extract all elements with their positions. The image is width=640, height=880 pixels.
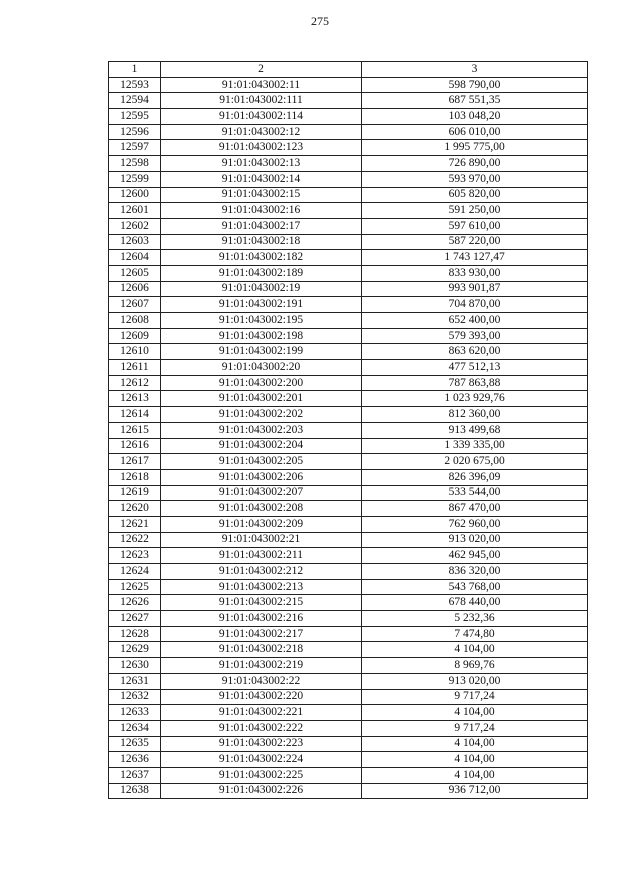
table-row [109,124,588,140]
table-row [109,187,588,203]
row-number-cell: 12623 [109,548,161,564]
cadastral-value-cell: 678 440,00 [362,595,588,611]
row-number-cell: 12618 [109,469,161,485]
table-row [109,689,588,705]
cadastral-number-cell: 91:01:043002:17 [161,218,362,234]
row-number-cell: 12629 [109,642,161,658]
row-number-cell: 12605 [109,265,161,281]
cadastral-value-cell: 5 232,36 [362,611,588,627]
table-body [109,77,588,799]
cadastral-value-cell: 579 393,00 [362,328,588,344]
table-row [109,171,588,187]
cadastral-value-cell: 936 712,00 [362,783,588,799]
row-number-cell: 12636 [109,752,161,768]
cadastral-value-cell: 591 250,00 [362,203,588,219]
cadastral-value-cell: 4 104,00 [362,767,588,783]
table-row [109,548,588,564]
cadastral-value-cell: 543 768,00 [362,579,588,595]
cadastral-value-cell: 9 717,24 [362,720,588,736]
row-number-cell: 12627 [109,611,161,627]
cadastral-value-cell: 913 499,68 [362,422,588,438]
table-row [109,156,588,172]
page-number: 275 [311,14,329,28]
cadastral-number-cell: 91:01:043002:215 [161,595,362,611]
row-number-cell: 12632 [109,689,161,705]
cadastral-value-cell: 704 870,00 [362,297,588,313]
cadastral-number-cell: 91:01:043002:219 [161,658,362,674]
row-number-cell: 12609 [109,328,161,344]
cadastral-number-cell: 91:01:043002:11 [161,77,362,93]
row-number-cell: 12617 [109,454,161,470]
cadastral-number-cell: 91:01:043002:189 [161,265,362,281]
cadastral-number-cell: 91:01:043002:114 [161,109,362,125]
table-row [109,469,588,485]
table-row [109,611,588,627]
cadastral-value-cell: 4 104,00 [362,736,588,752]
cadastral-number-cell: 91:01:043002:204 [161,438,362,454]
row-number-cell: 12633 [109,705,161,721]
cadastral-number-cell: 91:01:043002:111 [161,93,362,109]
cadastral-value-cell: 726 890,00 [362,156,588,172]
table-row [109,344,588,360]
row-number-cell: 12616 [109,438,161,454]
table-row [109,454,588,470]
row-number-cell: 12606 [109,281,161,297]
cadastral-value-cell: 913 020,00 [362,532,588,548]
table-row [109,77,588,93]
table-row [109,783,588,799]
row-number-cell: 12600 [109,187,161,203]
table-row [109,438,588,454]
cadastral-value-cell: 762 960,00 [362,516,588,532]
column-header-2: 2 [161,62,362,78]
row-number-cell: 12598 [109,156,161,172]
row-number-cell: 12613 [109,391,161,407]
row-number-cell: 12596 [109,124,161,140]
cadastral-number-cell: 91:01:043002:205 [161,454,362,470]
cadastral-value-cell: 867 470,00 [362,501,588,517]
table-row [109,234,588,250]
cadastral-number-cell: 91:01:043002:213 [161,579,362,595]
cadastral-value-cell: 1 023 929,76 [362,391,588,407]
column-header-3: 3 [362,62,588,78]
cadastral-value-cell: 787 863,88 [362,375,588,391]
cadastral-value-cell: 597 610,00 [362,218,588,234]
cadastral-value-cell: 4 104,00 [362,705,588,721]
row-number-cell: 12604 [109,250,161,266]
row-number-cell: 12594 [109,93,161,109]
row-number-cell: 12631 [109,673,161,689]
cadastral-number-cell: 91:01:043002:217 [161,626,362,642]
cadastral-value-cell: 593 970,00 [362,171,588,187]
cadastral-value-cell: 652 400,00 [362,313,588,329]
row-number-cell: 12597 [109,140,161,156]
cadastral-number-cell: 91:01:043002:201 [161,391,362,407]
cadastral-value-cell: 836 320,00 [362,564,588,580]
cadastral-value-cell: 4 104,00 [362,642,588,658]
cadastral-value-cell: 8 969,76 [362,658,588,674]
row-number-cell: 12615 [109,422,161,438]
table-row [109,360,588,376]
table-row [109,109,588,125]
cadastral-value-cell: 687 551,35 [362,93,588,109]
cadastral-number-cell: 91:01:043002:216 [161,611,362,627]
cadastral-number-cell: 91:01:043002:22 [161,673,362,689]
table-row [109,391,588,407]
row-number-cell: 12607 [109,297,161,313]
table-row [109,265,588,281]
row-number-cell: 12637 [109,767,161,783]
row-number-cell: 12603 [109,234,161,250]
row-number-cell: 12626 [109,595,161,611]
cadastral-value-cell: 812 360,00 [362,407,588,423]
cadastral-number-cell: 91:01:043002:211 [161,548,362,564]
table-row [109,328,588,344]
cadastral-value-cell: 477 512,13 [362,360,588,376]
cadastral-number-cell: 91:01:043002:18 [161,234,362,250]
row-number-cell: 12619 [109,485,161,501]
cadastral-number-cell: 91:01:043002:208 [161,501,362,517]
cadastral-number-cell: 91:01:043002:212 [161,564,362,580]
table-row [109,250,588,266]
table-row [109,720,588,736]
cadastral-value-cell: 826 396,09 [362,469,588,485]
row-number-cell: 12595 [109,109,161,125]
table-row [109,579,588,595]
table-row [109,532,588,548]
row-number-cell: 12625 [109,579,161,595]
table-row [109,595,588,611]
table-row [109,564,588,580]
table-row [109,375,588,391]
row-number-cell: 12634 [109,720,161,736]
cadastral-value-cell: 993 901,87 [362,281,588,297]
table-row [109,642,588,658]
row-number-cell: 12624 [109,564,161,580]
cadastral-number-cell: 91:01:043002:15 [161,187,362,203]
cadastral-value-cell: 1 339 335,00 [362,438,588,454]
table-row [109,140,588,156]
row-number-cell: 12612 [109,375,161,391]
cadastral-number-cell: 91:01:043002:13 [161,156,362,172]
cadastral-number-cell: 91:01:043002:198 [161,328,362,344]
cadastral-value-cell: 598 790,00 [362,77,588,93]
cadastral-number-cell: 91:01:043002:199 [161,344,362,360]
cadastral-value-cell: 103 048,20 [362,109,588,125]
cadastral-number-cell: 91:01:043002:209 [161,516,362,532]
row-number-cell: 12601 [109,203,161,219]
cadastral-number-cell: 91:01:043002:224 [161,752,362,768]
row-number-cell: 12628 [109,626,161,642]
cadastral-number-cell: 91:01:043002:221 [161,705,362,721]
table-row [109,626,588,642]
row-number-cell: 12599 [109,171,161,187]
cadastral-value-cell: 1 743 127,47 [362,250,588,266]
cadastral-value-cell: 533 544,00 [362,485,588,501]
table-row [109,485,588,501]
cadastral-value-cell: 1 995 775,00 [362,140,588,156]
cadastral-number-cell: 91:01:043002:21 [161,532,362,548]
cadastral-number-cell: 91:01:043002:220 [161,689,362,705]
cadastral-value-cell: 462 945,00 [362,548,588,564]
table-row [109,501,588,517]
cadastral-value-cell: 4 104,00 [362,752,588,768]
cadastral-value-cell: 7 474,80 [362,626,588,642]
cadastral-number-cell: 91:01:043002:191 [161,297,362,313]
table-row [109,658,588,674]
row-number-cell: 12620 [109,501,161,517]
row-number-cell: 12635 [109,736,161,752]
table-row [109,516,588,532]
row-number-cell: 12614 [109,407,161,423]
cadastral-number-cell: 91:01:043002:218 [161,642,362,658]
table-row [109,705,588,721]
cadastral-number-cell: 91:01:043002:12 [161,124,362,140]
cadastral-number-cell: 91:01:043002:223 [161,736,362,752]
row-number-cell: 12621 [109,516,161,532]
cadastral-number-cell: 91:01:043002:195 [161,313,362,329]
table-row [109,767,588,783]
cadastral-number-cell: 91:01:043002:226 [161,783,362,799]
cadastral-value-cell: 605 820,00 [362,187,588,203]
cadastral-number-cell: 91:01:043002:200 [161,375,362,391]
table-row [109,422,588,438]
row-number-cell: 12602 [109,218,161,234]
cadastral-number-cell: 91:01:043002:206 [161,469,362,485]
row-number-cell: 12638 [109,783,161,799]
cadastral-value-cell: 587 220,00 [362,234,588,250]
table-row [109,313,588,329]
cadastral-number-cell: 91:01:043002:14 [161,171,362,187]
cadastral-value-cell: 9 717,24 [362,689,588,705]
table-row [109,203,588,219]
cadastral-value-table [108,61,588,799]
table-row [109,736,588,752]
row-number-cell: 12622 [109,532,161,548]
table-row [109,752,588,768]
cadastral-value-cell: 606 010,00 [362,124,588,140]
row-number-cell: 12630 [109,658,161,674]
cadastral-number-cell: 91:01:043002:202 [161,407,362,423]
table-row [109,281,588,297]
cadastral-number-cell: 91:01:043002:222 [161,720,362,736]
table-header-row [109,62,588,78]
cadastral-number-cell: 91:01:043002:20 [161,360,362,376]
cadastral-value-cell: 913 020,00 [362,673,588,689]
cadastral-number-cell: 91:01:043002:225 [161,767,362,783]
table-row [109,297,588,313]
table-row [109,407,588,423]
row-number-cell: 12610 [109,344,161,360]
cadastral-number-cell: 91:01:043002:19 [161,281,362,297]
table-row [109,218,588,234]
cadastral-value-cell: 2 020 675,00 [362,454,588,470]
cadastral-value-cell: 863 620,00 [362,344,588,360]
cadastral-number-cell: 91:01:043002:182 [161,250,362,266]
table-row [109,673,588,689]
cadastral-number-cell: 91:01:043002:203 [161,422,362,438]
column-header-1: 1 [109,62,161,78]
cadastral-number-cell: 91:01:043002:16 [161,203,362,219]
row-number-cell: 12611 [109,360,161,376]
row-number-cell: 12608 [109,313,161,329]
cadastral-value-cell: 833 930,00 [362,265,588,281]
row-number-cell: 12593 [109,77,161,93]
cadastral-number-cell: 91:01:043002:207 [161,485,362,501]
table-row [109,93,588,109]
cadastral-number-cell: 91:01:043002:123 [161,140,362,156]
